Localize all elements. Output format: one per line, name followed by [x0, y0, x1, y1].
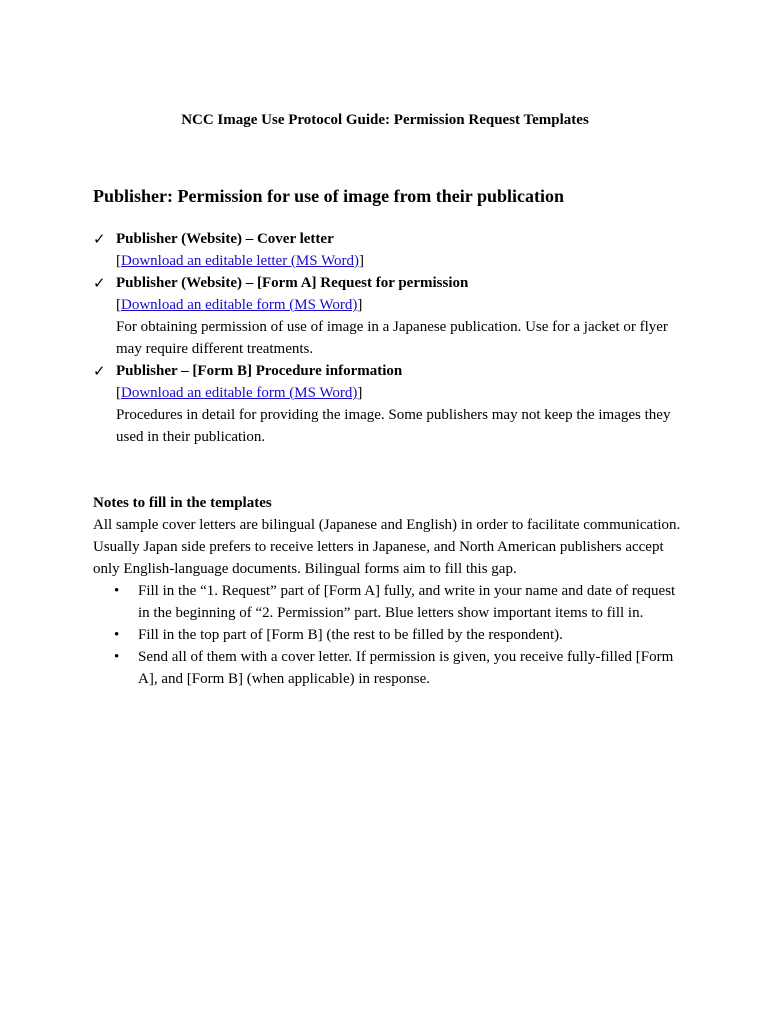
template-title: Publisher (Website) – Cover letter — [116, 231, 334, 247]
check-icon: ✓ — [93, 230, 106, 248]
notes-heading: Notes to fill in the templates — [93, 495, 272, 511]
download-form-a-link[interactable]: Download an editable form (MS Word) — [121, 297, 358, 313]
list-item: • Fill in the top part of [Form B] (the rest to be filled by the respondent). — [93, 624, 693, 646]
download-link-line: [Download an editable form (MS Word)] — [116, 385, 363, 401]
template-description: may require different treatments. — [116, 341, 314, 357]
template-description: used in their publication. — [116, 429, 266, 445]
list-item: • Send all of them with a cover letter. If permission is given, you receive fully-filled [Form A], and [Form B] (when applicable) in response. — [93, 646, 693, 690]
template-title: Publisher – [Form B] Procedure information — [116, 363, 403, 379]
download-letter-link[interactable]: Download an editable letter (MS Word) — [121, 253, 360, 269]
template-item-cover-letter — [93, 228, 693, 272]
template-description: For obtaining permission of use of image in a Japanese publication. Use for a jacket or flyer — [116, 319, 668, 335]
template-item-form-b — [93, 360, 693, 448]
template-item-form-a — [93, 272, 693, 360]
check-icon: ✓ — [93, 362, 106, 380]
notes-bullet-list — [93, 580, 693, 690]
bullet-icon: • — [114, 583, 120, 599]
download-link-line: [Download an editable letter (MS Word)] — [116, 253, 365, 269]
check-icon: ✓ — [93, 274, 106, 292]
section-heading: Publisher: Permission for use of image from their publication — [93, 186, 564, 206]
template-description: Procedures in detail for providing the image. Some publishers may not keep the images they — [116, 407, 671, 423]
bullet-icon: • — [114, 649, 120, 665]
notes-paragraph-line: Usually Japan side prefers to receive letters in Japanese, and North American publishers accept — [93, 539, 664, 555]
page-title: NCC Image Use Protocol Guide: Permission Request Templates — [181, 112, 589, 128]
download-form-b-link[interactable]: Download an editable form (MS Word) — [121, 385, 358, 401]
notes-section — [93, 492, 693, 690]
notes-paragraph-line: only English-language documents. Bilingual forms aim to fill this gap. — [93, 561, 517, 577]
template-title: Publisher (Website) – [Form A] Request for permission — [116, 275, 469, 291]
download-link-line: [Download an editable form (MS Word)] — [116, 297, 363, 313]
bullet-icon: • — [114, 627, 120, 643]
notes-paragraph-line: All sample cover letters are bilingual (Japanese and English) in order to facilitate communication. — [93, 517, 681, 533]
template-list — [93, 228, 693, 448]
list-item: • Fill in the “1. Request” part of [Form A] fully, and write in your name and date of request in the beginning of “2. Permission” part. Blue letters show important items to fill in. — [93, 580, 693, 624]
